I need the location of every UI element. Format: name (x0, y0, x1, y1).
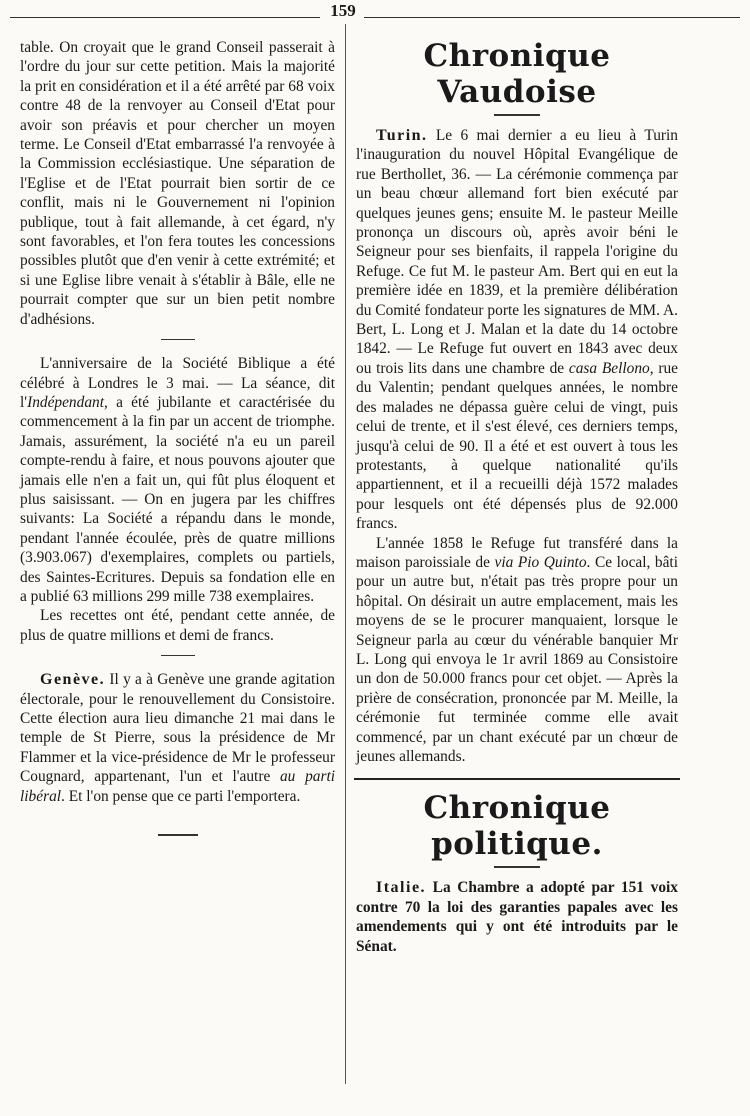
paragraph-refuge-1858 (356, 534, 678, 767)
header-rule-left (10, 17, 320, 18)
column-divider (345, 24, 346, 1084)
text-segment: . Ce local, bâti pour un autre but, n'était pas très propre pour un hôpital. On désirait un autre emplacement, mais les moyens de se le procurer manquaient, lorsque le Seigneur parla au cœur du vénérable banquier Mr L. Long qui envoya le 1r avril 1869 au Consistoire un don de 50.000 francs pour cet objet. — Après la prière de consécration, prononcée par M. Meille, la cérémonie fut terminée comme elle avait commencé, par un chant exécuté par un chœur de jeunes allemands. (356, 553, 678, 765)
italic-phrase: au parti libéral (20, 768, 335, 805)
paragraph-recettes: Les recettes ont été, pendant cette année, de plus de quatre millions et demi de francs. (20, 607, 335, 644)
left-column (20, 38, 335, 836)
page-header (0, 0, 750, 26)
title-underline (494, 114, 540, 116)
text-segment: L'anniversaire de la Société Biblique a été célébré à Londres le 3 mai. — La séance, dit l' (20, 355, 335, 411)
text-segment: . Et l'on pense que ce parti l'emportera. (61, 787, 301, 805)
section-separator (158, 834, 198, 836)
place-heading-italie: Italie. (376, 879, 427, 897)
section-separator (161, 655, 195, 656)
newspaper-title: Indépendant (27, 393, 104, 411)
text-segment: , a été jubilante et caractérisée du commencement à la fin par un accent de triomphe. Jamais, assurément, la société n'a eu un pareil compte-rendu à faire, et nous pouvons ajouter que jamais elle n'en a fait un, qui fût plus éloquent et plus saisissant. — On en jugera par les chiffres suivants: La Société a répandu dans le monde, pendant l'année écoulée, près de quatre millions (3.903.067) d'exemplaires, complets ou partiels, des Saintes-Ecritures. Depuis sa fondation elle en a publié 63 millions 299 mille 738 exemplaires. (20, 393, 335, 605)
paragraph-basel-conseil: table. On croyait que le grand Conseil passerait à l'ordre du jour sur cette petition. Mais la majorité la prit en considération et il a été arrêté par 68 voix contre 48 de la renvoyer au Conseil d'Etat pour avoir son préavis et pour chercher un moyen terme. Le Conseil d'Etat embarrassé l'a renvoyée à la Commission ecclésiastique. Une séparation de l'Eglise et de l'Etat pourrait bien sortir de ce conflit, mais ni le Gouvernement ni l'opinion publique, tout à fait allemande, à cet égard, n'y sont favorables, et l'on fera toutes les concessions possibles plutôt que d'en venir à cette extrémité; et si une Eglise libre venait à s'établir à Bâle, elle ne pourrait compter que sur un bien petit nombre d'adhésions. (20, 39, 335, 328)
place-heading-geneve: Genève. (40, 671, 106, 689)
header-rule-right (364, 17, 740, 18)
paragraph-geneve (20, 670, 335, 806)
section-title-politique: Chronique politique. (423, 790, 611, 863)
text-segment: La Chambre a adopté par 151 voix contre 70 la loi des garanties papales avec les amendements qui y ont été introduits par le Sénat. (356, 879, 678, 955)
title-underline (494, 866, 540, 868)
text-segment: L'année 1858 le Refuge fut transféré dans la maison paroissiale de (356, 534, 678, 571)
page-number: 159 (330, 1, 356, 20)
italic-phrase: via Pio Quinto (494, 553, 587, 571)
paragraph-italie (356, 878, 678, 956)
text-segment: Il y a à Genève une grande agitation électorale, pour le renouvellement du Consistoire. Cette élection aura lieu dimanche 21 mai dans le temple de St Pierre, sous la présidence de Mr Flammer et la vice-présidence de Mr le professeur Cougnard, appartenant, l'un et l'autre (20, 671, 335, 786)
section-title-vaudoise: Chronique Vaudoise (423, 38, 611, 110)
italic-phrase: casa Bellono (568, 359, 650, 377)
right-column (356, 38, 678, 956)
paragraph-societe-biblique (20, 354, 335, 606)
section-separator (161, 339, 195, 340)
place-heading-turin: Turin. (376, 127, 428, 144)
section-rule (354, 778, 680, 780)
paragraph-turin (356, 126, 678, 534)
text-segment: , rue du Valentin; pendant quelques années, le nombre des malades ne dépassa guère celui de vingt, puis celui de trente, et il s'est élevé, ces derniers temps, jusqu'à celui de 90. Il a été et est ouvert à tous les protestants, à quelque nationalité qu'ils appartiennent, et il a recueilli déjà 1572 malades pour lesquels ont été dépensés plus de 92.000 francs. (356, 359, 678, 533)
text-segment: Le 6 mai dernier a eu lieu à Turin l'inauguration du nouvel Hôpital Evangélique de rue Berthollet, 36. — La cérémonie commença par un beau chœur allemand fort bien exécuté par quelques jeunes gens; ensuite M. le pasteur Meille prononça un discours où, après avoir béni le Seigneur pour ses bienfaits, il rappela l'origine du Refuge. Ce fut M. le pasteur Am. Bert qui en eut la première idée en 1839, et la première délibération du Comité fondateur porte les signatures de MM. A. Bert, L. Long et J. Malan et la date du 14 octobre 1842. — Le Refuge fut ouvert en 1843 avec deux ou trois lits dans une chambre de (356, 127, 678, 377)
